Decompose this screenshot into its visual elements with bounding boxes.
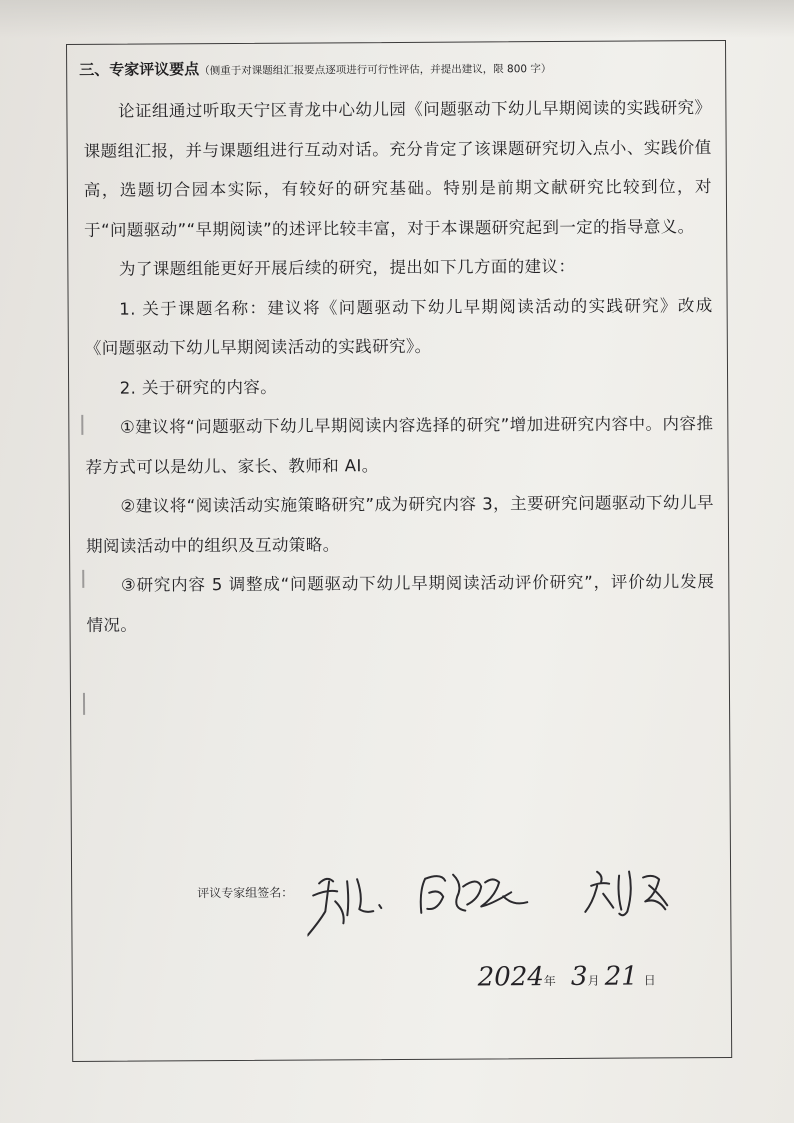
review-paragraph-summary: 论证组通过听取天宁区青龙中心幼儿园《问题驱动下幼儿早期阅读的实践研究》课题组汇报，并与课题组进行互动对话。充分肯定了该课题研究切入点小、实践价值高，选题切合园本实际，有较好的研究基础。特别是前期文献研究比较到位，对于“问题驱动”“早期阅读”的述评比较丰富，对于本课题研究起到一定的指导意义。 (83, 98, 712, 240)
date-day-unit: 日 (643, 973, 656, 988)
date-row (478, 961, 656, 992)
margin-mark (83, 693, 85, 715)
section-note: （侧重于对课题组汇报要点逐项进行可行性评估，并提出建议，限 800 字） (199, 63, 552, 78)
expert-review-box (66, 40, 732, 1062)
section-heading (79, 56, 551, 80)
signature-row (197, 882, 293, 902)
suggestion-content-heading: 2. 关于研究的内容。 (119, 377, 278, 398)
date-day: 21 (604, 961, 638, 992)
suggestion-title: 1. 关于课题名称：建议将《问题驱动下幼儿早期阅读活动的实践研究》改成《问题驱动下幼儿早期阅读活动的实践研究》。 (84, 295, 713, 358)
suggestion-item-3: ③研究内容 5 调整成“问题驱动下幼儿早期阅读活动评价研究”，评价幼儿发展情况。 (86, 572, 715, 635)
date-year: 2024 (477, 962, 544, 993)
signature-label: 评议专家组签名： (197, 885, 294, 901)
suggestion-item-1: ①建议将“问题驱动下幼儿早期阅读内容选择的研究”增加进研究内容中。内容推荐方式可以是幼儿、家长、教师和 AI。 (85, 414, 714, 477)
section-title: 三、专家评议要点 (79, 60, 200, 79)
page-top-shadow (0, 0, 794, 38)
date-year-unit: 年 (543, 974, 556, 989)
margin-mark (81, 415, 83, 435)
review-paragraph-intro: 为了课题组能更好开展后续的研究，提出如下几方面的建议： (118, 256, 576, 279)
date-month: 3 (570, 961, 588, 992)
handwritten-signatures (307, 841, 708, 943)
suggestion-item-2: ②建议将“阅读活动实施策略研究”成为研究内容 3，主要研究问题驱动下幼儿早期阅读活动中的组织及互动策略。 (86, 493, 714, 556)
margin-mark (82, 570, 84, 588)
review-text (83, 88, 714, 645)
date-month-unit: 月 (587, 973, 600, 988)
